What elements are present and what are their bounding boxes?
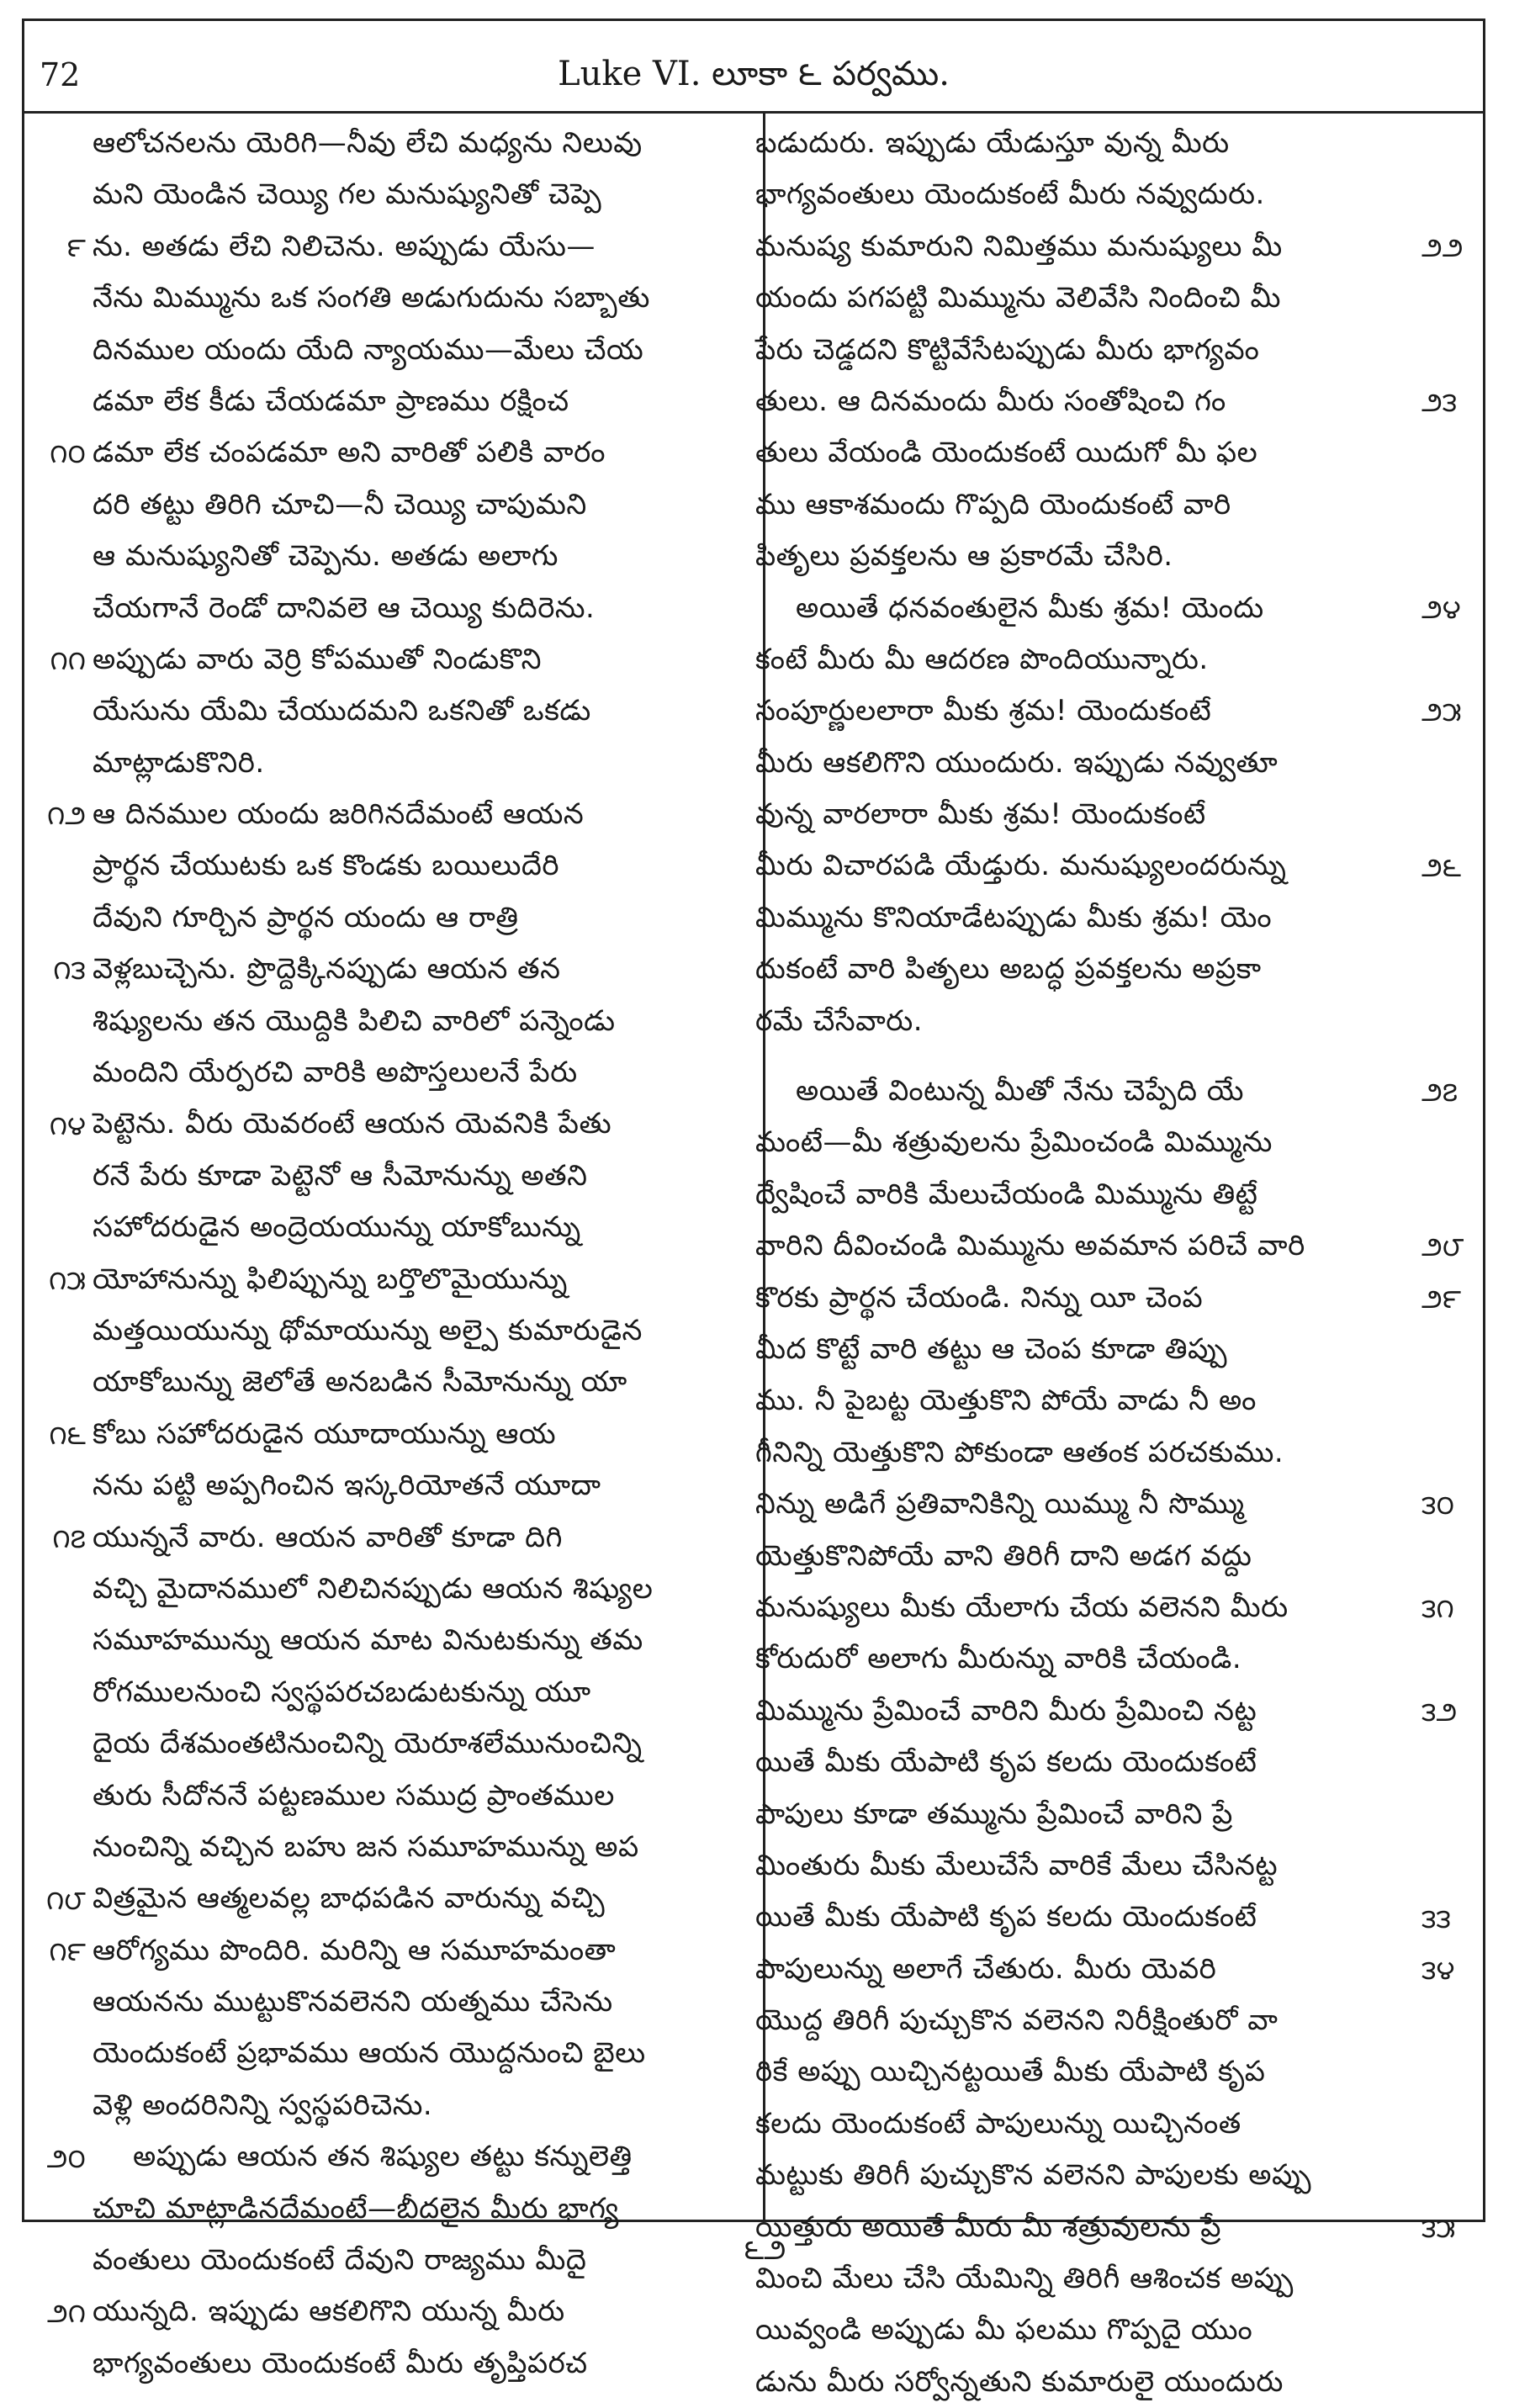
- text-line: డమా లేక కీడు చేయడమా ప్రాణము రక్షించ: [93, 384, 569, 418]
- text-line: ము. నీ పైబట్ట యెత్తుకొని పోయే వాడు నీ అం: [755, 1384, 1257, 1418]
- text-line: పేరు చెడ్డదని కొట్టివేసేటప్పుడు మీరు భాగ్యవం: [755, 332, 1260, 367]
- text-line: మీద కొట్టే వారి తట్టు ఆ చెంప కూడా తిప్పు: [755, 1331, 1228, 1366]
- verse-number: ౨౪: [1421, 592, 1461, 625]
- text-line: రనే పేరు కూడా పెట్టెనో ఆ సీమోనున్ను అతని: [93, 1158, 588, 1193]
- text-line: నను పట్టి అప్పగించిన ఇస్కరియోతనే యూదా: [93, 1469, 601, 1503]
- text-line: రమే చేసేవారు.: [755, 1003, 924, 1038]
- text-line: తురు సీదోననే పట్టణముల సముద్ర ప్రాంతముల: [93, 1778, 615, 1813]
- text-line: మిమ్మును కొనియాడేటప్పుడు మీకు శ్రమ! యెం: [755, 900, 1273, 934]
- text-line: యితే మీకు యేపాటి కృప కలదు యెందుకంటే: [755, 1745, 1257, 1780]
- text-line: సంపూర్ణులలారా మీకు శ్రమ! యెందుకంటే: [755, 694, 1212, 728]
- text-line: వంతులు యెందుకంటే దేవుని రాజ్యము మీదై: [93, 2243, 587, 2278]
- text-line: దినముల యందు యేది న్యాయము—మేలు చేయ: [93, 332, 644, 367]
- verse-number: ౩౧: [1421, 1592, 1454, 1625]
- text-line: యోహానున్ను ఫిలిప్పున్ను బర్తొలొమైయున్ను: [93, 1262, 568, 1296]
- left-column: [93, 118, 742, 2380]
- text-line: యెందుకంటే ప్రభావము ఆయన యొద్దనుంచి బైలు: [93, 2036, 646, 2071]
- text-line: మందిని యేర్పరచి వారికి అపొస్తలులనే పేరు: [93, 1056, 578, 1090]
- text-line: ము ఆకాశమందు గొప్పది యెందుకంటే వారి: [755, 487, 1231, 521]
- text-line: మింతురు మీకు మేలుచేసే వారికే మేలు చేసినట్ట: [755, 1848, 1279, 1882]
- text-line: మీరు విచారపడి యేడ్తురు. మనుష్యులందరున్ను: [755, 849, 1287, 883]
- text-line: మిమ్మును ప్రేమించే వారిని మీరు ప్రేమించి నట్ట: [755, 1693, 1257, 1728]
- text-line: కోబు సహోదరుడైన యూదాయున్ను ఆయ: [93, 1416, 557, 1451]
- text-line: యేసును యేమి చేయుదమని ఒకనితో ఒకడు: [93, 694, 591, 728]
- text-line: అప్పుడు వారు వెర్రి కోపముతో నిండుకొని: [93, 642, 542, 676]
- text-line: యాకోబున్ను జెలోతే అనబడిన సీమోనున్ను యా: [93, 1365, 627, 1400]
- text-line: వచ్చి మైదానములో నిలిచినప్పుడు ఆయన శిష్యుల: [93, 1571, 654, 1606]
- text-line: మత్తయియున్ను థోమాయున్ను అల్పై కుమారుడైన: [93, 1313, 643, 1347]
- text-line: ను. అతడు లేచి నిలిచెను. అప్పుడు యేసు—: [93, 229, 596, 263]
- text-line: యిత్తురు అయితే మీరు మీ శత్రువులను ప్రే: [755, 2210, 1221, 2244]
- verse-number: ౩౦: [1421, 1489, 1455, 1522]
- text-line: నిన్ను అడిగే ప్రతివానికిన్ని యిమ్ము నీ సొమ్ము: [755, 1487, 1245, 1522]
- text-line: ద్వేషించే వారికి మేలుచేయండి మిమ్మును తిట్టే: [755, 1177, 1258, 1211]
- verse-number: ౨౮: [1421, 1230, 1464, 1263]
- text-line: డును మీరు సర్వోన్నతుని కుమారులై యుందురు: [755, 2364, 1284, 2399]
- text-line: వెళ్లబుచ్చెను. ప్రొద్దెక్కినప్పుడు ఆయన తన: [93, 952, 561, 987]
- text-line: దేవుని గూర్చిన ప్రార్థన యందు ఆ రాత్రి: [93, 900, 519, 934]
- text-line: యితే మీకు యేపాటి కృప కలదు యెందుకంటే: [755, 1900, 1257, 1934]
- verse-number: ౧౩: [53, 954, 86, 987]
- text-line: ఆయనను ముట్టుకొనవలెనని యత్నము చేసెను: [93, 1985, 613, 2019]
- text-line: మనుష్య కుమారుని నిమిత్తము మనుష్యులు మీ: [755, 229, 1283, 263]
- text-line: చేయగానే రెండో దానివలె ఆ చెయ్యి కుదిరెను.: [93, 590, 596, 625]
- text-line: విత్రమైన ఆత్మలవల్ల బాధపడిన వారున్ను వచ్చి: [93, 1881, 606, 1916]
- text-line: కొరకు ప్రార్థన చేయండి. నిన్ను యీ చెంప: [755, 1280, 1204, 1315]
- text-line: రోగములనుంచి స్వస్థపరచబడుటకున్ను యూ: [93, 1675, 591, 1709]
- text-line: అయితే వింటున్న మీతో నేను చెప్పేది యే: [796, 1074, 1245, 1109]
- text-line: దుకంటే వారి పితృలు అబద్ధ ప్రవక్తలను అప్రకా: [755, 952, 1262, 987]
- text-line: ఆ దినముల యందు జరిగినదేమంటే ఆయన: [93, 797, 585, 832]
- text-line: డమా లేక చంపడమా అని వారితో పలికి వారం: [93, 436, 606, 470]
- text-line: పాపులున్ను అలాగే చేతురు. మీరు యెవరి: [755, 1951, 1217, 1986]
- text-line: వెళ్లి అందరినిన్ని స్వస్థపరిచెను.: [93, 2088, 433, 2122]
- text-line: శిష్యులను తన యొద్దికి పిలిచి వారిలో పన్నెండు: [93, 1003, 616, 1038]
- verse-number: ౨౫: [1421, 696, 1462, 728]
- page-number: 72: [40, 56, 81, 93]
- text-line: వారిని దీవించండి మిమ్మును అవమాన పరిచే వారి: [755, 1229, 1305, 1263]
- text-line: కలదు యెందుకంటే పాపులున్ను యిచ్చినంత: [755, 2106, 1241, 2141]
- text-line: మాట్లాడుకొనిరి.: [93, 745, 265, 780]
- text-line: మని యెండిన చెయ్యి గల మనుష్యునితో చెప్పె: [93, 177, 602, 212]
- verse-number: ౧౭: [52, 1522, 86, 1554]
- verse-number: ౩౪: [1421, 1954, 1455, 1986]
- text-line: దరి తట్టు తిరిగి చూచి—నీ చెయ్యి చాపుమని: [93, 487, 587, 521]
- page-header: [24, 21, 1483, 114]
- verse-number: ౨౨: [1421, 230, 1464, 263]
- text-line: యొద్ద తిరిగీ పుచ్చుకొన వలెనని నిరీక్షింతురో వా: [755, 2003, 1279, 2038]
- text-line: అప్పుడు ఆయన తన శిష్యుల తట్టు కన్నులెత్తి: [133, 2140, 633, 2174]
- verse-number: ౧౫: [48, 1263, 86, 1296]
- text-line: సమూహమున్ను ఆయన మాట వినుటకున్ను తమ: [93, 1623, 643, 1658]
- text-line: ఆ మనుష్యునితో చెప్పెను. అతడు అలాగు: [93, 539, 559, 574]
- text-line: కంటే మీరు మీ ఆదరణ పొందియున్నారు.: [755, 642, 1209, 676]
- text-line: తులు వేయండి యెందుకంటే యిదుగో మీ ఫల: [755, 436, 1258, 470]
- text-line: ఆరోగ్యము పొందిరి. మరిన్ని ఆ సమూహమంతా: [93, 1933, 617, 1967]
- verse-number: ౨౯: [1421, 1282, 1462, 1315]
- text-line: పితృలు ప్రవక్తలను ఆ ప్రకారమే చేసిరి.: [755, 539, 1173, 574]
- text-line: పాపులు కూడా తమ్మును ప్రేమించే వారిని ప్రే: [755, 1797, 1233, 1831]
- text-line: తులు. ఆ దినమందు మీరు సంతోషించి గం: [755, 384, 1226, 418]
- verse-number: ౨౦: [46, 2141, 86, 2174]
- verse-number: ౨౧: [46, 2296, 86, 2329]
- verse-number: ౨౭: [1421, 1076, 1459, 1109]
- text-line: యున్నది. ఇప్పుడు ఆకలిగొని యున్న మీరు: [93, 2294, 565, 2329]
- text-line: మించి మేలు చేసి యేమిన్ని తిరిగీ ఆశించక అప్పు: [755, 2262, 1294, 2296]
- verse-number: ౩౫: [1421, 2212, 1456, 2244]
- verse-number: ౨౩: [1421, 386, 1458, 418]
- running-title: Luke VI. లూకా ౬ పర్వము.: [558, 55, 950, 93]
- verse-number: ౩౩: [1421, 1902, 1451, 1934]
- verse-number: ౧౬: [49, 1419, 86, 1451]
- text-line: పెట్టెను. వీరు యెవరంటే ఆయన యెవనికి పేతు: [93, 1107, 612, 1141]
- text-line: మట్టుకు తిరిగీ పుచ్చుకొన వలెనని పాపులకు అప్పు: [755, 2158, 1312, 2193]
- text-line: మంటే—మీ శత్రువులను ప్రేమించండి మిమ్మును: [755, 1125, 1273, 1160]
- verse-number: ౨౬: [1421, 850, 1462, 883]
- text-line: నేను మిమ్మును ఒక సంగతి అడుగుదును సబ్బాతు: [93, 281, 650, 315]
- text-line: బడుదురు. ఇప్పుడు యేడుస్తూ వున్న మీరు: [755, 126, 1230, 160]
- text-line: వున్న వారలారా మీకు శ్రమ! యెందుకంటే: [755, 797, 1206, 832]
- text-line: అయితే ధనవంతులైన మీకు శ్రమ! యెందు: [796, 590, 1264, 625]
- text-line: గీనిన్ని యెత్తుకొని పోకుండా ఆతంక పరచకుము.: [755, 1435, 1284, 1469]
- verse-number: ౧౯: [49, 1935, 86, 1967]
- verse-number: ౧౧: [50, 644, 86, 676]
- verse-number: ౧౨: [46, 799, 86, 832]
- text-line: కోరుదురో అలాగు మీరున్ను వారికి చేయండి.: [755, 1642, 1242, 1676]
- verse-number: ౧౮: [46, 1883, 86, 1916]
- text-line: మనుష్యులు మీకు యేలాగు చేయ వలెనని మీరు: [755, 1590, 1289, 1624]
- verse-number: ౩౨: [1421, 1696, 1458, 1728]
- text-line: యివ్వండి అప్పుడు మీ ఫలము గొప్పదై యుం: [755, 2313, 1253, 2347]
- text-line: రికే అప్పు యిచ్చినట్టయితే మీకు యేపాటి కృప: [755, 2055, 1266, 2089]
- text-line: నుంచిన్ని వచ్చిన బహు జన సమూహమున్ను అప: [93, 1829, 639, 1864]
- verse-number: ౧౦: [50, 437, 86, 470]
- text-line: యెత్తుకొనిపోయే వాని తిరిగీ దాని అడగ వద్దు: [755, 1538, 1252, 1573]
- text-line: ప్రార్థన చేయుటకు ఒక కొండకు బయిలుదేరి: [93, 849, 560, 883]
- footer-signature: ౬౨: [744, 2233, 786, 2267]
- verse-number: ౧౪: [49, 1109, 86, 1141]
- text-line: మీరు ఆకలిగొని యుందురు. ఇప్పుడు నవ్వుతూ: [755, 745, 1279, 780]
- text-line: ఆలోచనలను యెరిగి—నీవు లేచి మధ్యను నిలువు: [93, 126, 643, 160]
- verse-number: ౯: [66, 230, 86, 263]
- text-line: యున్ననే వారు. ఆయన వారితో కూడా దిగి: [93, 1520, 563, 1554]
- text-line: భాగ్యవంతులు యెందుకంటే మీరు నవ్వుదురు.: [755, 177, 1265, 212]
- text-line: సహోదరుడైన అంద్రెయయున్ను యాకోబున్ను: [93, 1210, 581, 1245]
- text-line: యందు పగపట్టి మిమ్మును వెలివేసి నిందించి మీ: [755, 281, 1282, 315]
- text-line: భాగ్యవంతులు యెందుకంటే మీరు తృప్తిపరచ: [93, 2346, 588, 2380]
- text-line: చూచి మాట్లాడినదేమంటే—బీదలైన మీరు భాగ్య: [93, 2191, 619, 2225]
- text-line: దైయ దేశమంతటినుంచిన్ని యెరూశలేమునుంచిన్ని: [93, 1727, 643, 1761]
